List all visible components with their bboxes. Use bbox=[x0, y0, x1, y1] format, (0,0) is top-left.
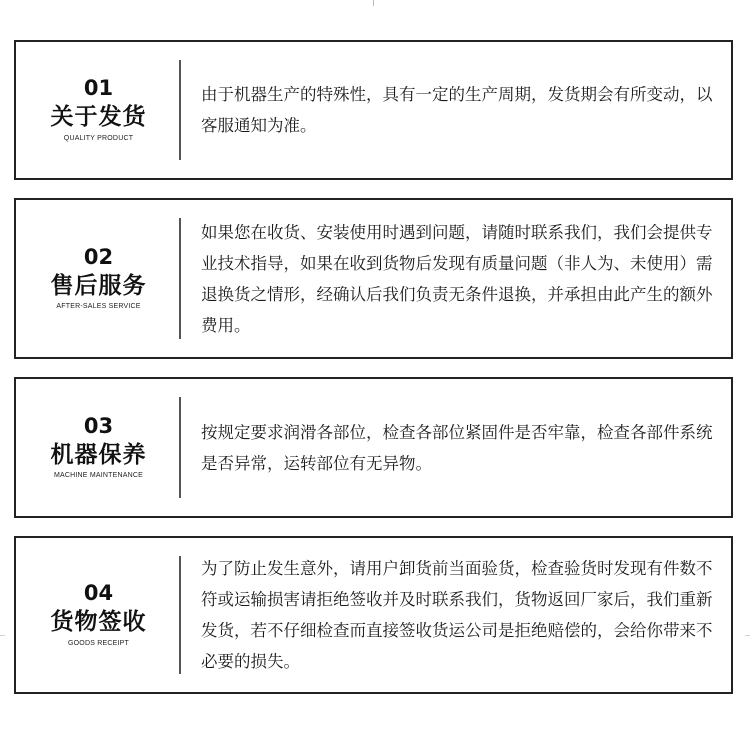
section-subtitle: MACHINE MAINTENANCE bbox=[54, 472, 143, 480]
vertical-divider bbox=[179, 60, 181, 160]
section-subtitle: AFTER-SALES SERVICE bbox=[56, 303, 141, 311]
section-heading bbox=[16, 538, 181, 692]
section-text bbox=[201, 42, 717, 178]
section-card-maintenance bbox=[14, 377, 733, 518]
top-marker bbox=[373, 0, 374, 6]
section-heading bbox=[16, 200, 181, 357]
section-text-content: 如果您在收货、安装使用时遇到问题，请随时联系我们，我们会提供专业技术指导，如果在收到货物后发现有质量问题（非人为、未使用）需退换货之情形，经确认后我们负责无条件退换，并承担由此产生的额外费用。 bbox=[201, 222, 713, 335]
section-number: 04 bbox=[83, 581, 114, 606]
vertical-divider bbox=[179, 218, 181, 339]
section-heading bbox=[16, 379, 181, 516]
vertical-divider bbox=[179, 556, 181, 674]
section-text bbox=[201, 538, 717, 692]
section-number: 03 bbox=[83, 413, 114, 438]
section-card-receipt bbox=[14, 536, 733, 694]
section-card-shipping bbox=[14, 40, 733, 180]
section-card-after-sales bbox=[14, 198, 733, 359]
section-text-content: 按规定要求润滑各部位，检查各部位紧固件是否牢靠，检查各部件系统是否异常，运转部位有无异物。 bbox=[201, 422, 713, 473]
section-title: 机器保养 bbox=[50, 441, 147, 468]
section-title: 货物签收 bbox=[50, 609, 147, 636]
section-text bbox=[201, 379, 717, 516]
section-text-content: 由于机器生产的特殊性，具有一定的生产周期，发货期会有所变动，以客服通知为准。 bbox=[201, 85, 713, 135]
section-text-content: 为了防止发生意外，请用户卸货前当面验货，检查验货时发现有件数不符或运输损害请拒绝签收并及时联系我们，货物返回厂家后，我们重新发货，若不仔细检查而直接签收货运公司是拒绝赔偿的，会给你带来不必要的损失。 bbox=[201, 559, 713, 671]
vertical-divider bbox=[179, 397, 181, 498]
section-number: 02 bbox=[83, 244, 114, 269]
section-title: 关于发货 bbox=[50, 104, 147, 131]
section-title: 售后服务 bbox=[50, 272, 147, 299]
section-number: 01 bbox=[83, 76, 114, 101]
section-heading bbox=[16, 42, 181, 178]
section-text bbox=[201, 200, 717, 357]
section-subtitle: QUALITY PRODUCT bbox=[63, 134, 134, 142]
section-subtitle: GOODS RECEIPT bbox=[68, 639, 129, 647]
side-marker-right bbox=[745, 635, 750, 636]
side-marker-left bbox=[0, 635, 5, 636]
